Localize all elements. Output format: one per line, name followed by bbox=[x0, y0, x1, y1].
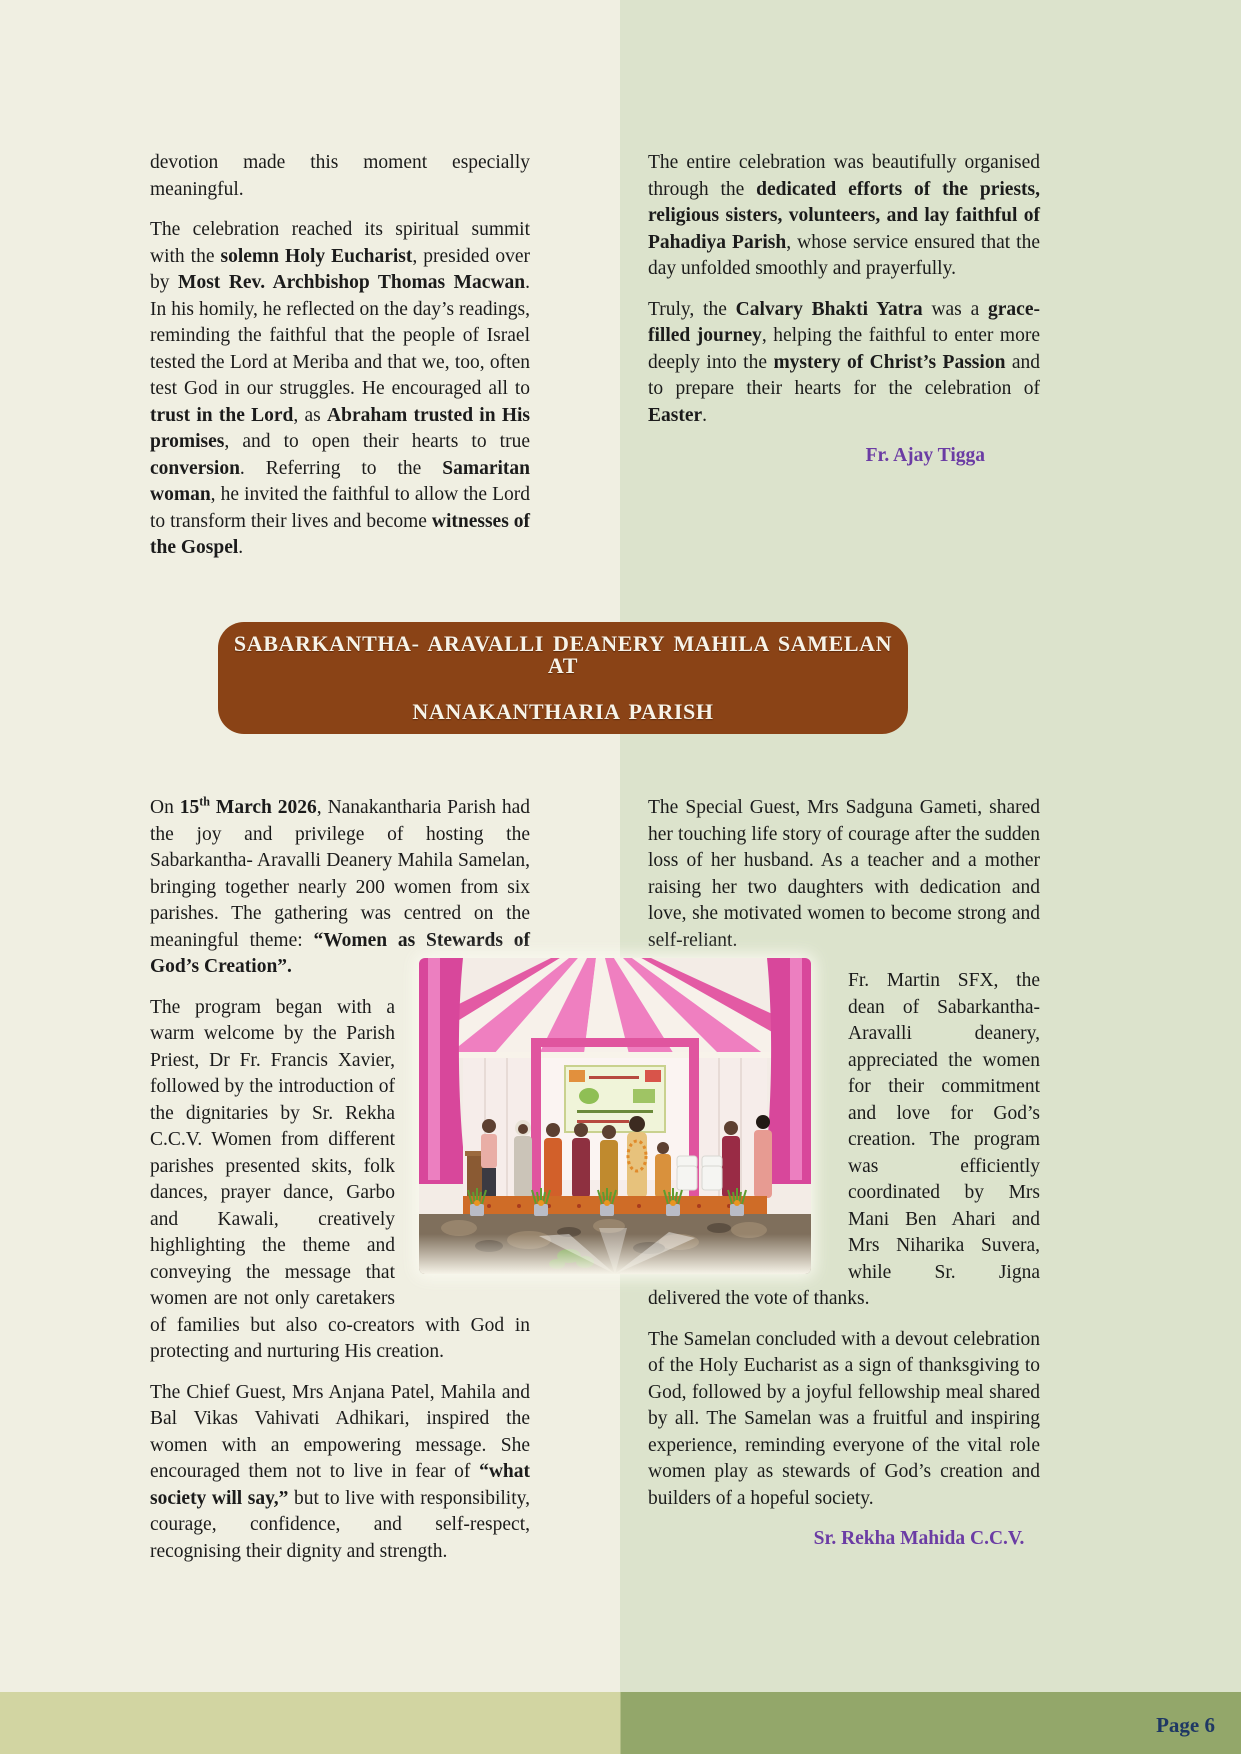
paragraph: devotion made this moment especially meaningful. bbox=[150, 152, 530, 200]
author-signature: Sr. Rekha Mahida C.C.V. bbox=[813, 1528, 1025, 1549]
banner-title-line1: SABARKANTHA- ARAVALLI DEANERY MAHILA SAMELAN AT bbox=[233, 631, 893, 678]
event-photo-illustration bbox=[419, 958, 811, 1274]
article-title-banner bbox=[218, 622, 908, 734]
paragraph: The Samelan concluded with a devout celebration of the Holy Eucharist as a sign of thanksgiving to God, followed by a joyful fellowship meal shared by all. The Samelan was a fruitful and inspiring experience, reminding everyone of the vital role women play as stewards of God’s creation and builders of a hopeful society. bbox=[648, 1328, 1040, 1509]
section1-left-column bbox=[150, 150, 530, 576]
author-signature: Fr. Ajay Tigga bbox=[865, 445, 985, 466]
paragraph: On 15th March 2026, Nanakantharia Parish had the joy and privilege of hosting the Sabarkantha- Aravalli Deanery Mahila Samelan, bringing together nearly 200 women from six parishes. The gathering was centred on the meaningful theme: “Women as Stewards of God’s Creation”. bbox=[150, 794, 530, 977]
paragraph: The Special Guest, Mrs Sadguna Gameti, shared her touching life story of courage after the sudden loss of her husband. As a teacher and a mother raising her two daughters with dedication and love, she motivated women to become strong and self-reliant. bbox=[648, 797, 1040, 951]
paragraph: The entire celebration was beautifully organised through the dedicated efforts of the priests, religious sisters, volunteers, and lay faithful of Pahadiya Parish, whose service ensured that the day unfolded smoothly and prayerfully. bbox=[648, 152, 1040, 279]
banner-title-line2: NANAKANTHARIA PARISH bbox=[412, 699, 714, 724]
page-number: Page 6 bbox=[1156, 1713, 1215, 1737]
paragraph: Fr. Martin SFX, the dean of Sabarkantha- Aravalli deanery, appreciated the women for their commitment and love for God’s creation. The program was efficiently coordinated by Mrs Mani Ben Ahari and Mrs Niharika Suvera, while Sr. Jigna delivered the vote of thanks. bbox=[648, 970, 1040, 1309]
section1-right-column bbox=[648, 150, 1040, 470]
paragraph: The Chief Guest, Mrs Anjana Patel, Mahila and Bal Vikas Vahivati Adhikari, inspired the women with an empowering message. She encouraged them not to live in fear of “what society will say,” but to live with responsibility, courage, confidence, and self-respect, recognising their dignity and strength. bbox=[150, 1381, 530, 1562]
paragraph: Truly, the Calvary Bhakti Yatra was a grace-filled journey, helping the faithful to enter more deeply into the mystery of Christ’s Passion and to prepare their hearts for the celebration of Easter. bbox=[648, 298, 1041, 426]
paragraph: The program began with a warm welcome by the Parish Priest, Dr Fr. Francis Xavier, followed by the introduction of the dignitaries by Sr. Rekha C.C.V. Women from different parishes presented skits, folk dances, prayer dance, Garbo and Kawali, creatively highlighting the theme and conveying the message that women are not only caretakers of families but also co-creators with God in protecting and nurturing His creation. bbox=[150, 996, 530, 1362]
event-photo bbox=[419, 958, 811, 1274]
paragraph: The celebration reached its spiritual summit with the solemn Holy Eucharist, presided over by Most Rev. Archbishop Thomas Macwan. In his homily, he reflected on the day’s readings, reminding the faithful that the people of Israel tested the Lord at Meriba and that we, too, often test God in our struggles. He encouraged all to trust in the Lord, as Abraham trusted in His promises, and to open their hearts to true conversion. Referring to the Samaritan woman, he invited the faithful to allow the Lord to transform their lives and become witnesses of the Gospel. bbox=[150, 219, 531, 558]
footer-band bbox=[0, 1692, 1241, 1754]
